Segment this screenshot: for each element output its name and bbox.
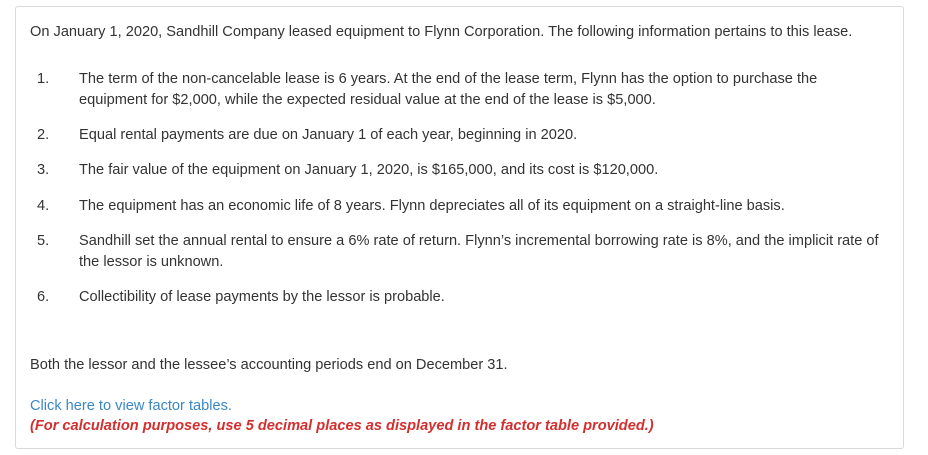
factor-tables-link[interactable]: Click here to view factor tables. <box>30 398 232 414</box>
list-item-text: The fair value of the equipment on January 1, 2020, is $165,000, and its cost is $120,000. <box>79 162 659 178</box>
problem-card <box>15 6 904 449</box>
list-item-text: Collectibility of lease payments by the lessor is probable. <box>79 289 445 305</box>
list-item-number: 5. <box>37 233 50 249</box>
list-item-number: 6. <box>37 289 50 305</box>
problem-intro: On January 1, 2020, Sandhill Company leased equipment to Flynn Corporation. The following information pertains to this lease. <box>30 24 853 40</box>
list-item-text: Equal rental payments are due on January 1 of each year, beginning in 2020. <box>79 127 578 143</box>
list-item-number: 4. <box>37 198 50 214</box>
list-item-number: 2. <box>37 127 50 143</box>
list-item-text: The term of the non-cancelable lease is 6 years. At the end of the lease term, Flynn has the option to purchase the equipment for $2,000, while the expected residual value at the end of the lease is $5,000. <box>79 71 818 108</box>
calculation-note: (For calculation purposes, use 5 decimal places as displayed in the factor table provided.) <box>30 418 654 434</box>
list-item-text: Sandhill set the annual rental to ensure a 6% rate of return. Flynn’s incremental borrowing rate is 8%, and the implicit rate of the lessor is unknown. <box>79 233 879 270</box>
list-item-number: 1. <box>37 71 50 87</box>
list-item-number: 3. <box>37 162 50 178</box>
accounting-period-text: Both the lessor and the lessee’s accounting periods end on December 31. <box>30 357 508 373</box>
list-item-text: The equipment has an economic life of 8 years. Flynn depreciates all of its equipment on a straight-line basis. <box>79 198 785 214</box>
